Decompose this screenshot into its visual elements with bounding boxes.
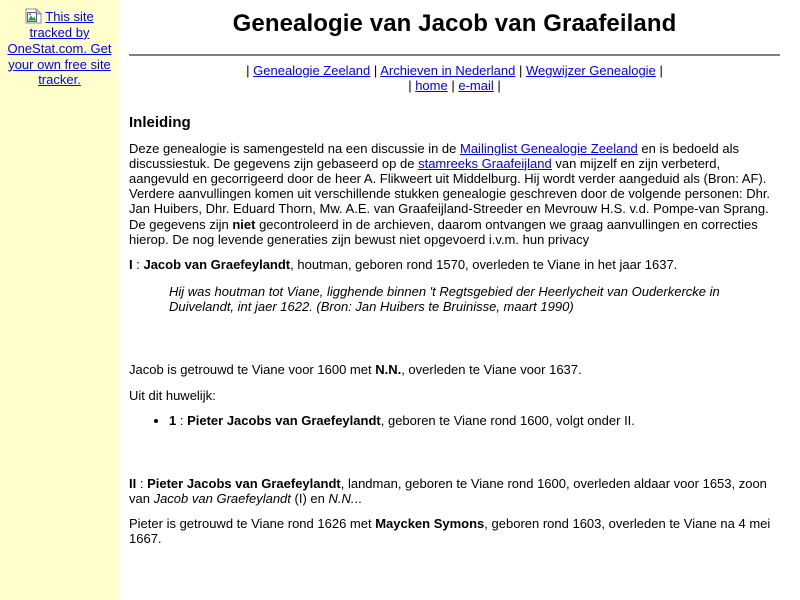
generation-1-children-list: [129, 413, 780, 428]
link-stamreeks-graafeijland[interactable]: stamreeks Graafeijland: [418, 155, 552, 171]
generation-2-name: Pieter Jacobs van Graefeylandt: [147, 475, 341, 491]
nav-separator: |: [451, 78, 455, 94]
child-name: Pieter Jacobs van Graefeylandt: [187, 412, 381, 428]
spacer: [129, 438, 780, 466]
children-label: Uit dit huwelijk:: [129, 387, 216, 403]
generation-1-entry: [129, 257, 780, 272]
generation-1-name: Jacob van Graefeylandt: [143, 256, 291, 272]
intro-emphasis-niet: niet: [232, 216, 256, 232]
nav-separator: |: [659, 63, 663, 78]
nav-separator: |: [373, 63, 378, 78]
intro-text-4: gecontroleerd in de archieven, daarom ontvangen we graag aanvullingen en correcties hierop. De nog levende generaties zijn bewust niet opgevoerd i.v.m. hun privacy: [129, 216, 758, 247]
generation-2-details-post: ..: [354, 491, 362, 507]
spacer: [129, 326, 780, 352]
nav-link-email[interactable]: e-mail: [458, 78, 494, 94]
nav-separator: |: [497, 78, 501, 94]
generation-2-spouse-name: Maycken Symons: [375, 516, 485, 532]
nav-link-genealogie-zeeland[interactable]: Genealogie Zeeland: [253, 63, 371, 78]
intro-paragraph: [129, 141, 780, 247]
marriage-text-post: , overleden te Viane voor 1637.: [401, 362, 582, 378]
generation-1-spouse-name: N.N.: [375, 362, 402, 378]
generation-1-quote-text: Hij was houtman tot Viane, ligghende binnen 't Regtsgebied der Heerlycheit van Ouderkercke in Duivelandt, int jaer 1622. (Bron: Jan Huibers te Bruinisse, maart 1990): [169, 284, 720, 315]
list-item: [169, 413, 780, 428]
nav-link-home[interactable]: home: [415, 78, 448, 94]
generation-1-source-quote: [169, 284, 780, 314]
marriage-text-pre: Jacob is getrouwd te Viane voor 1600 met: [129, 362, 376, 378]
onestat-tracker-link[interactable]: [7, 9, 111, 87]
generation-2-marriage: [129, 516, 780, 546]
link-mailinglist-genealogie-zeeland[interactable]: Mailinglist Genealogie Zeeland: [460, 140, 638, 156]
section-heading-inleiding: Inleiding: [129, 113, 191, 131]
onestat-tracker-label: This site tracked by OneStat.com. Get your own free site tracker.: [7, 9, 112, 88]
generation-1-colon: :: [132, 256, 144, 272]
generation-1-details: , houtman, geboren rond 1570, overleden te Viane in het jaar 1637.: [290, 256, 678, 272]
nav-links: [129, 63, 780, 94]
generation-1-marriage: [129, 362, 780, 377]
nav-link-archieven-in-nederland[interactable]: Archieven in Nederland: [380, 63, 516, 78]
child-number: 1: [169, 412, 177, 428]
nav-separator: |: [518, 63, 523, 78]
sidebar: [0, 0, 119, 600]
child-colon: :: [176, 412, 188, 428]
nav-link-wegwijzer-genealogie[interactable]: Wegwijzer Genealogie: [525, 63, 656, 78]
generation-1-number: I: [129, 256, 133, 272]
generation-2-details-pre: , landman, geboren te Viane rond 1600, overleden aldaar voor 1653, zoon van: [129, 475, 767, 507]
main-content: [119, 0, 800, 600]
generation-2-number: II: [129, 475, 137, 491]
nav-separator: |: [246, 63, 250, 78]
generation-2-colon: :: [136, 475, 148, 491]
page-title: Genealogie van Jacob van Graafeiland: [232, 10, 677, 37]
nav-separator: |: [408, 78, 412, 94]
broken-image-icon: [25, 8, 42, 24]
generation-2-entry: [129, 476, 780, 506]
marriage-text-pre: Pieter is getrouwd te Viane rond 1626 met: [129, 516, 376, 532]
marriage-text-post: , geboren rond 1603, overleden te Viane na 4 mei 1667.: [129, 516, 771, 547]
generation-2-father-name: Jacob van Graefeylandt: [153, 491, 291, 507]
intro-text-1: Deze genealogie is samengesteld na een discussie in de: [129, 140, 460, 156]
title-divider: [129, 54, 780, 56]
child-details: , geboren te Viane rond 1600, volgt onder II.: [380, 412, 635, 428]
generation-2-details-mid: (I) en: [290, 491, 329, 507]
intro-text-3: van mijzelf en zijn verbeterd, aangevuld en gecorrigeerd door de heer A. Flikweert uit Middelburg. Hij wordt verder aangeduid als (Bron: AF). Verdere aanvullingen komen uit verschillende stukken genealogie geschreven door de volgende personen: Dhr. Jan Huibers, Dhr. Eduard Thorn, Mw. A.E. van Graafeijland-Streeder en Mevrouw H.S. v.d. Pompe-van Sprang. De gegevens zijn: [129, 155, 771, 232]
generation-2-mother-name: N.N.: [328, 491, 355, 507]
intro-text-2: en is bedoeld als discussiestuk. De gegevens zijn gebaseerd op de: [129, 140, 739, 171]
